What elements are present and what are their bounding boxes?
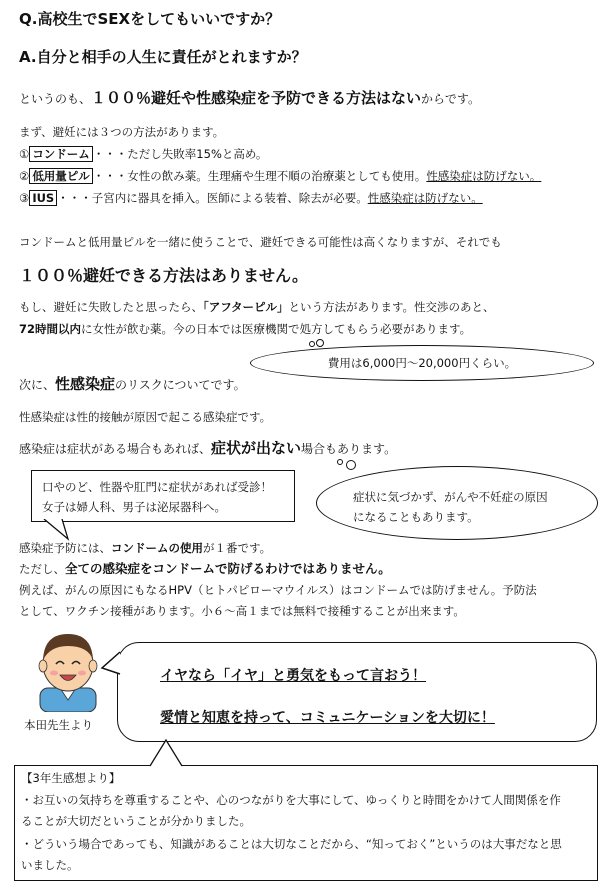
no-perfect-heading: １００％避妊できる方法はありません。	[19, 266, 308, 285]
prevent-line: 感染症予防には、コンドームの使用が１番です。	[19, 541, 272, 555]
clinic-line: 女子は婦人科、男子は泌尿器科へ。	[42, 500, 226, 514]
std-symptom: 感染症は症状がある場合もあれば、症状が出ない場合もあります。	[19, 439, 397, 457]
impression-line: ・お互いの気持ちを尊重することや、心のつながりを大事にして、ゆっくりと時間をかけて人間関係を作	[21, 793, 561, 807]
teacher-label: 本田先生より	[24, 718, 93, 732]
notice-line: 症状に気づかず、がんや不妊症の原因	[353, 490, 548, 504]
afterpill-time: 72時間以内	[19, 322, 82, 336]
notice-line: になることもあります。	[353, 510, 479, 524]
method-note: 性感染症は防げない。	[426, 169, 542, 183]
impression-line: ・どういう場合であっても、知識があることは大切なことだから、“知っておく”というのは大事だなと思	[21, 837, 562, 851]
intro-line: というのも、１００％避妊や性感染症を予防できる方法はないからです。	[19, 89, 480, 107]
teacher-avatar	[32, 630, 104, 712]
notice-cloud	[316, 466, 598, 540]
cost-cloud-text: 費用は6,000円〜20,000円くらい。	[327, 356, 517, 370]
cost-cloud	[250, 345, 594, 381]
method-note: 性感染症は防げない。	[367, 191, 483, 205]
impression-line: ることが大切だということが分かりました。	[21, 814, 251, 828]
afterpill-name: 「アフターピル」	[203, 300, 289, 314]
teacher-msg-line: イヤなら「イヤ」と勇気をもって言おう！	[160, 668, 426, 684]
prevent-emphasis: コンドームの使用	[111, 541, 203, 555]
method-name: IUS	[29, 190, 57, 206]
prevent-warning: 全ての感染症をコンドームで防げるわけではありません。	[65, 561, 391, 576]
impressions-box	[14, 765, 598, 881]
intro-emphasis: １００％避妊や性感染症を予防できる方法はない	[91, 89, 422, 107]
cloud-dot	[316, 339, 324, 347]
hpv-line: 例えば、がんの原因にもなるHPV（ヒトパピローマウイルス）はコンドームでは防げません。予防法	[19, 583, 537, 597]
symptom-emphasis: 症状が出ない	[211, 439, 302, 457]
afterpill-line: もし、避妊に失敗したと思ったら、「アフターピル」という方法があります。性交渉のあと、	[19, 300, 495, 314]
answer-heading: A.自分と相手の人生に責任がとれますか？	[19, 48, 307, 66]
clinic-line: 口やのど、性器や肛門に症状があれば受診！	[42, 480, 272, 494]
cloud-dot	[337, 459, 343, 465]
impression-line: いました。	[21, 858, 79, 872]
method-ius: ③ IUS ・・・子宮内に器具を挿入。医師による装着、除去が必要。性感染症は防げない。	[19, 191, 483, 205]
std-definition: 性感染症は性的接触が原因で起こる感染症です。	[19, 410, 272, 424]
teacher-bubble-tail	[100, 650, 122, 676]
question-heading: Q.高校生でSEXをしてもいいですか？	[19, 10, 281, 28]
combo-line: コンドームと低用量ピルを一緒に使うことで、避妊できる可能性は高くなりますが、それでも	[19, 235, 502, 249]
teacher-bubble	[117, 642, 597, 742]
method-name: 低用量ピル	[29, 168, 93, 184]
impressions-tail	[148, 738, 184, 768]
hpv-line: として、ワクチン接種があります。小６〜高１までは無料で接種することが出来ます。	[19, 604, 465, 618]
method-condom: ① コンドーム ・・・ただし失敗率15%と高め。	[19, 147, 268, 161]
cloud-dot	[309, 341, 315, 347]
prevent-line2: ただし、全ての感染症をコンドームで防げるわけではありません。	[19, 561, 391, 576]
methods-intro: まず、避妊には３つの方法があります。	[19, 125, 225, 139]
std-intro: 次に、性感染症のリスクについてです。	[19, 375, 246, 393]
method-name: コンドーム	[29, 146, 93, 162]
cloud-dot	[346, 460, 356, 470]
std-emphasis: 性感染症	[55, 375, 116, 393]
impressions-title: 【3年生感想より】	[21, 771, 121, 785]
teacher-msg-line: 愛情と知恵を持って、コミュニケーションを大切に！	[160, 710, 495, 726]
afterpill-line2: 72時間以内に女性が飲む薬。今の日本では医療機関で処方してもらう必要があります。	[19, 322, 472, 336]
clinic-box	[31, 470, 295, 522]
method-pill: ② 低用量ピル ・・・女性の飲み薬。生理痛や生理不順の治療薬としても使用。性感染症は防げない。	[19, 169, 542, 183]
clinic-box-tail	[40, 519, 80, 541]
